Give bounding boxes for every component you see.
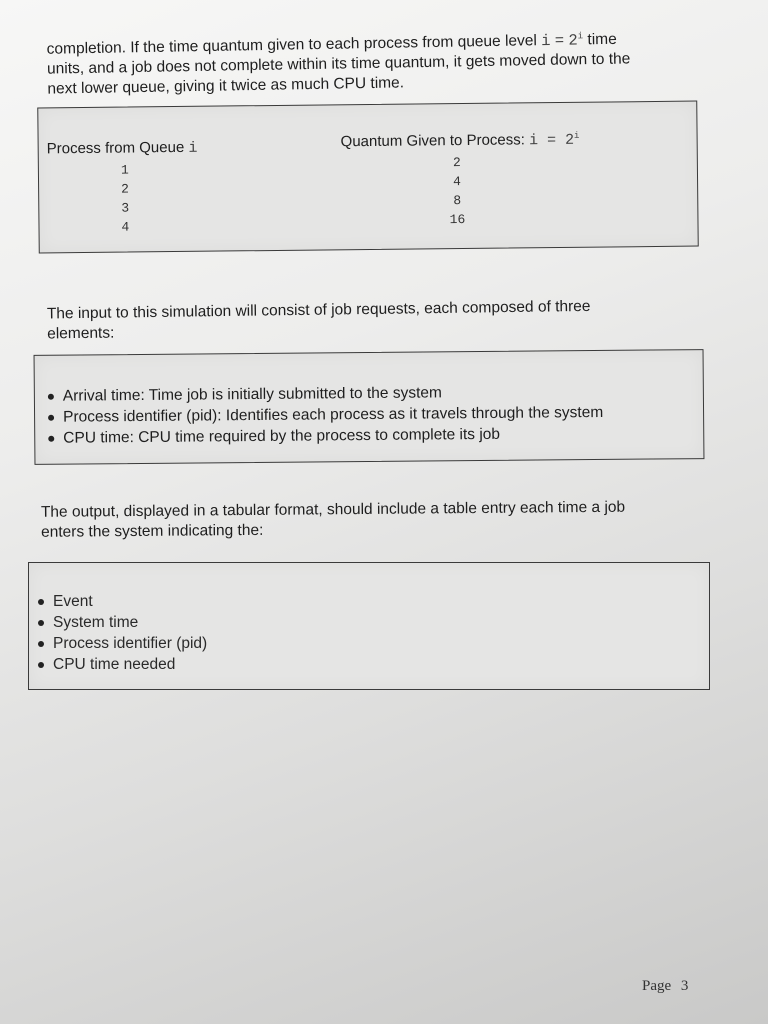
output-fields-list [33,591,207,675]
formula-exponent: i [577,31,584,42]
quantum-header-formula: i = 2 [528,131,575,150]
quantum-header-text: Quantum Given to Process: [340,131,530,151]
list-item: Process identifier (pid) [33,633,207,654]
page-label: Page [642,978,672,994]
list-item: Process identifier (pid): Identifies each process as it travels through the system [43,402,603,428]
quantum-header [341,131,601,152]
intro-paragraph [46,24,687,99]
queue-level-header [47,138,247,158]
queue-quantum-table [37,101,698,254]
queue-level-cell: 2 [121,181,130,197]
intro-line-2: units, and a job does not complete within its time quantum, it gets moved down to the [46,50,631,78]
list-item: System time [33,612,207,633]
page-number [642,978,688,995]
output-paragraph [41,497,681,543]
output-paragraph-line-2: enters the system indicating the: [41,521,264,541]
queue-level-column [47,138,248,237]
queue-level-header-var: i [188,139,198,157]
list-item: CPU time needed [33,654,207,675]
output-fields-box [28,562,710,690]
formula-base: 2 [568,31,578,50]
formula-equals: = [554,31,565,50]
intro-line-1-text: completion. If the time quantum given to each process from queue level [46,32,542,58]
input-paragraph [47,296,687,345]
quantum-cell: 16 [449,211,466,228]
queue-level-cell: 4 [121,219,130,235]
quantum-cell: 2 [452,155,461,171]
intro-line-1-tail: time [583,30,617,49]
queue-level-cell: 1 [120,162,129,178]
output-paragraph-line-1: The output, displayed in a tabular format, should include a table entry each time a job [40,498,626,521]
quantum-header-exponent: i [573,130,580,141]
input-paragraph-line-2: elements: [47,324,115,343]
page-number-value: 3 [680,978,689,994]
quantum-cell: 8 [453,193,462,209]
intro-line-3: next lower queue, giving it twice as much CPU time. [47,74,405,98]
quantum-column [341,131,602,231]
list-item: Arrival time: Time job is initially submitted to the system [43,381,603,407]
queue-level-header-text: Process from Queue [46,138,189,158]
list-item: CPU time: CPU time required by the process to complete its job [43,423,603,449]
quantum-cell: 4 [453,174,462,190]
formula-variable: i [541,31,551,51]
input-elements-list [43,381,604,449]
queue-level-cell: 3 [121,200,130,216]
input-paragraph-line-1: The input to this simulation will consist of job requests, each composed of three [46,297,591,323]
list-item: Event [33,591,207,612]
input-elements-box [34,349,705,465]
